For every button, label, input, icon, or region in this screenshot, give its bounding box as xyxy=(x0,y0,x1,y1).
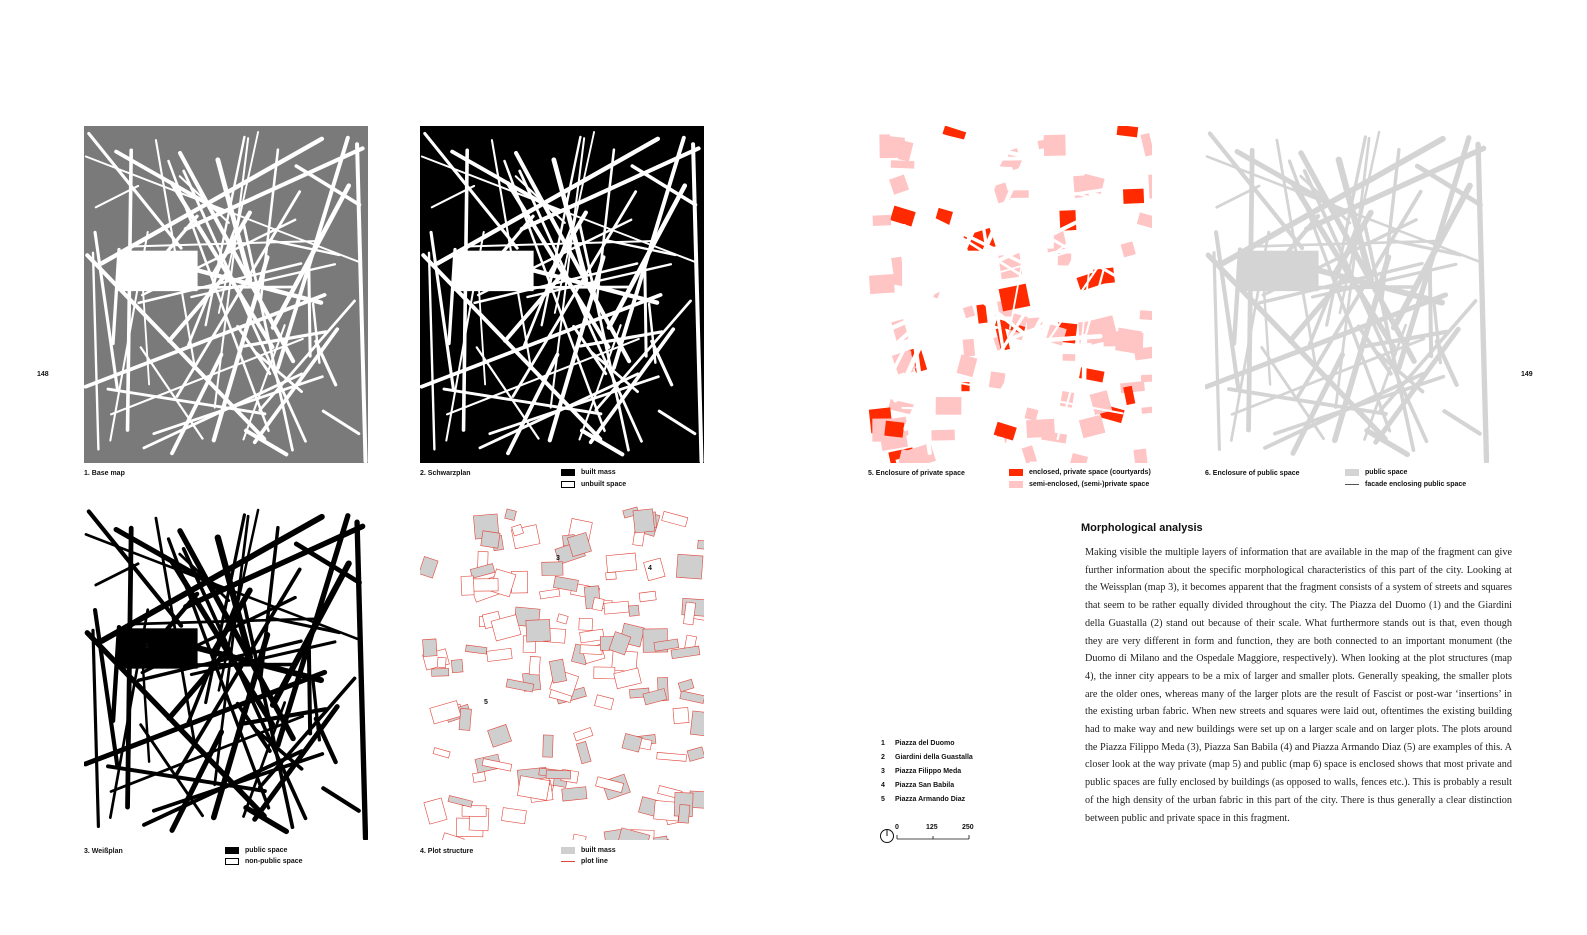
weissplan-map xyxy=(84,504,368,840)
legend-swatch xyxy=(1009,481,1023,488)
legend-swatch xyxy=(561,469,575,476)
legend-swatch xyxy=(561,481,575,488)
map-texture xyxy=(84,504,368,840)
scale-tick: 250 xyxy=(962,824,974,831)
map-texture xyxy=(868,126,1152,463)
public-space-map xyxy=(1205,126,1489,463)
caption-public-space: 6. Enclosure of public space xyxy=(1205,470,1300,477)
legend-item: non-public space xyxy=(225,858,303,865)
map-texture xyxy=(420,126,704,463)
schwarzplan-map xyxy=(420,126,704,463)
caption-weissplan: 3. Weißplan xyxy=(84,848,123,855)
legend-item: public space xyxy=(1345,469,1407,476)
base-map xyxy=(84,126,368,463)
page-number-right: 149 xyxy=(1521,371,1533,378)
place-index xyxy=(881,736,973,806)
legend-item: built mass xyxy=(561,847,616,854)
legend-swatch xyxy=(561,847,575,854)
section-heading: Morphological analysis xyxy=(1081,522,1203,534)
legend-line xyxy=(1345,484,1359,485)
map-texture xyxy=(1205,126,1489,463)
legend-item: unbuilt space xyxy=(561,481,626,488)
caption-base-map: 1. Base map xyxy=(84,470,125,477)
list-item: 2 Giardini della Guastalla xyxy=(881,753,973,761)
legend-swatch xyxy=(225,858,239,865)
scale-tick: 125 xyxy=(926,824,938,831)
map-label-3: 3 xyxy=(556,555,560,562)
map-label-5: 5 xyxy=(484,699,488,706)
section-body: Making visible the multiple layers of information that are available in the map of the fragment can give further information about the specific morphological characteristics of this part of the city. Looking at the Weissplan (map 3), it becomes apparent that the fragment consists of a system of streets and squares that seem to be rather equally divided throughout the city. The Piazza del Duomo (1) and the Giardini della Guastalla (2) stand out because of their scale. What furthermore stands out is that, even though they are very different in form and function, they are both connected to an important monument (the Duomo di Milano and the Ospedale Maggiore, respectively). When looking at the plot structures (map 4), the inner city appears to be a mix of larger and smaller plots. Generally speaking, the smaller plots are the older ones, whereas many of the larger plots are the result of Fascist or post-war ‘insertions’ in the existing urban fabric. When new streets and squares were laid out, oftentimes the existing building had to make way and new buildings were set up on a larger scale and on larger plots. The plots around the Piazza Filippo Meda (3), Piazza San Babila (4) and Piazza Armando Diaz (5) are examples of this. A closer look at the way private (map 5) and public (map 6) space is enclosed shows that most private and public spaces are fully enclosed by buildings (as opposed to walls, fences etc.). This is probably a result of the high density of the urban fabric in this part of the city. There is thus generally a clear distinction between public and private space in this fragment. xyxy=(1085,547,1512,824)
private-space-map xyxy=(868,126,1152,463)
caption-plot-structure: 4. Plot structure xyxy=(420,848,474,855)
legend-item: built mass xyxy=(561,469,616,476)
legend-swatch xyxy=(225,847,239,854)
plot-structure-map xyxy=(420,504,704,840)
list-item: 4 Piazza San Babila xyxy=(881,781,955,789)
legend-swatch xyxy=(1345,469,1359,476)
legend-item: facade enclosing public space xyxy=(1345,481,1466,488)
map-texture xyxy=(84,126,368,463)
map-label-4: 4 xyxy=(648,565,652,572)
legend-item: plot line xyxy=(561,858,608,865)
list-item: 3 Piazza Filippo Meda xyxy=(881,767,962,775)
legend-item: semi-enclosed, (semi-)private space xyxy=(1009,481,1149,488)
scale-bar xyxy=(880,824,980,849)
caption-private-space: 5. Enclosure of private space xyxy=(868,470,965,477)
legend-line xyxy=(561,861,575,862)
list-item: 5 Piazza Armando Diaz xyxy=(881,795,966,803)
map-label-1: 1 xyxy=(145,643,149,650)
list-item: 1 Piazza del Duomo xyxy=(881,739,955,747)
legend-item: enclosed, private space (courtyards) xyxy=(1009,469,1151,476)
scale-tick: 0 xyxy=(895,824,899,831)
page-number-left: 148 xyxy=(37,371,49,378)
map-texture xyxy=(420,504,704,840)
caption-schwarzplan: 2. Schwarzplan xyxy=(420,470,471,477)
legend-item: public space xyxy=(225,847,287,854)
map-label-2: 2 xyxy=(305,776,309,783)
legend-swatch xyxy=(1009,469,1023,476)
